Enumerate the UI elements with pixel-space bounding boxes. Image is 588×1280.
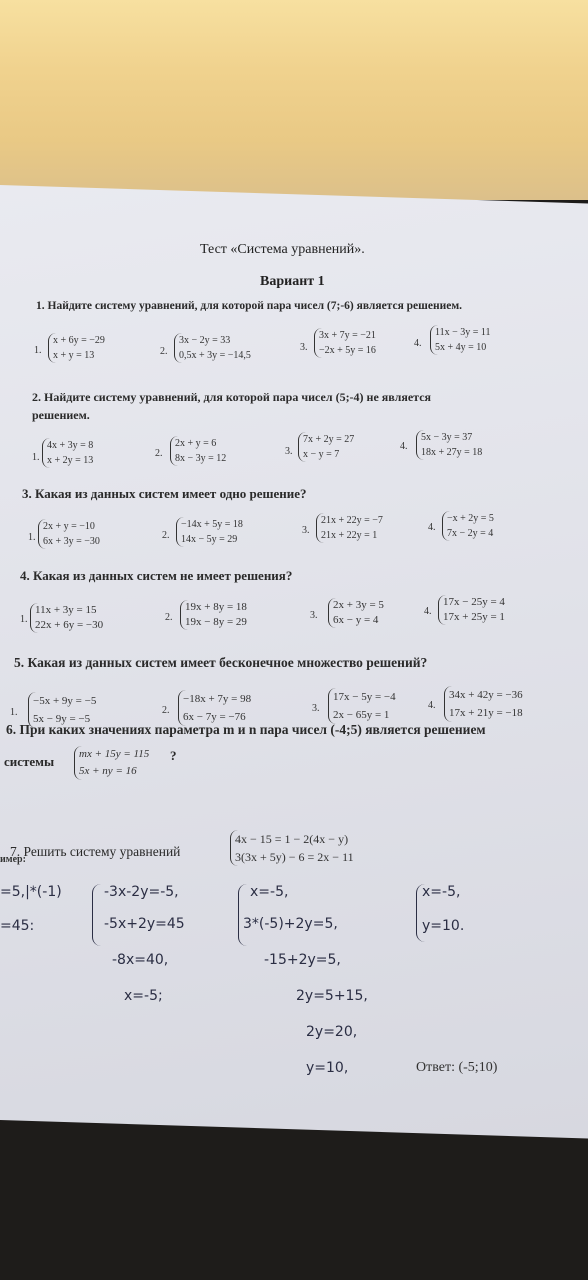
hw-system-3-eq2: y=10. <box>422 918 465 934</box>
q4-option-2-system: 19x + 8y = 18 19x − 8y = 29 <box>180 600 247 630</box>
q3-option-2-system: −14x + 5y = 18 14x − 5y = 29 <box>176 517 243 547</box>
question-4: 4. Какая из данных систем не имеет решения? <box>20 568 293 583</box>
question-1: 1. Найдите систему уравнений, для которой пара чисел (7;-6) является решением. <box>36 300 463 312</box>
q4-option-3-system: 2x + 3y = 5 6x − y = 4 <box>328 598 384 628</box>
q3-option-4-num: 4. <box>428 522 436 533</box>
hw-step-3: -15+2y=5, <box>264 952 341 968</box>
q5-option-4-num: 4. <box>428 700 436 711</box>
q7-system: 4x − 15 = 1 − 2(4x − y) 3(3x + 5y) − 6 = 2x − 11 <box>230 830 354 866</box>
q2-option-1-system: 4x + 3y = 8 x + 2y = 13 <box>42 438 93 468</box>
variant-label: Вариант 1 <box>260 274 325 289</box>
q5-option-2-num: 2. <box>162 705 170 716</box>
q2-option-4-num: 4. <box>400 441 408 452</box>
question-3: 3. Какая из данных систем имеет одно решение? <box>22 486 307 501</box>
question-6: 6. При каких значениях параметра m и n пара чисел (-4;5) является решением <box>6 722 486 737</box>
hw-step-2: x=-5; <box>124 988 163 1004</box>
q1-option-2-num: 2. <box>160 346 168 357</box>
q1-option-1-num: 1. <box>34 345 42 356</box>
q2-option-2-num: 2. <box>155 448 163 459</box>
q6-system: mx + 15y = 115 5x + ny = 16 <box>74 746 149 780</box>
hw-step-4: 2y=5+15, <box>296 988 368 1004</box>
q5-option-2-system: −18x + 7y = 98 6x − 7y = −76 <box>178 690 251 726</box>
q1-option-3-system: 3x + 7y = −21 −2x + 5y = 16 <box>314 328 376 358</box>
q4-option-3-num: 3. <box>310 610 318 621</box>
hw-system-2-eq1: x=-5, <box>250 884 289 900</box>
q1-option-2-system: 3x − 2y = 33 0,5x + 3y = −14,5 <box>174 333 251 363</box>
hw-answer: Ответ: (-5;10) <box>416 1060 498 1075</box>
q5-option-3-system: 17x − 5y = −4 2x − 65y = 1 <box>328 688 396 724</box>
hw-brace-2 <box>238 884 247 946</box>
question-6-system-label: системы <box>4 754 55 769</box>
hw-left-line-2: =45: <box>0 918 35 934</box>
q3-option-3-system: 21x + 22y = −7 21x + 22y = 1 <box>316 513 383 543</box>
hw-system-1-eq2: -5x+2y=45 <box>104 916 185 932</box>
q3-option-1-system: 2x + y = −10 6x + 3y = −30 <box>38 519 100 549</box>
q1-option-1-system: x + 6y = −29 x + y = 13 <box>48 333 105 363</box>
q1-option-3-num: 3. <box>300 342 308 353</box>
q4-option-4-num: 4. <box>424 606 432 617</box>
hw-step-1: -8x=40, <box>112 952 169 968</box>
q1-option-4-num: 4. <box>414 338 422 349</box>
q2-option-4-system: 5x − 3y = 37 18x + 27y = 18 <box>416 430 482 460</box>
hw-system-3-eq1: x=-5, <box>422 884 461 900</box>
question-2-line-1: 2. Найдите систему уравнений, для которой пара чисел (5;-4) не является <box>32 390 432 404</box>
hw-system-2-eq2: 3*(-5)+2y=5, <box>243 916 338 932</box>
q6-question-mark: ? <box>170 748 177 763</box>
q2-option-3-num: 3. <box>285 446 293 457</box>
hw-step-5: 2y=20, <box>306 1024 358 1040</box>
q5-option-3-num: 3. <box>312 703 320 714</box>
q1-option-4-system: 11x − 3y = 11 5x + 4y = 10 <box>430 325 491 355</box>
q3-option-4-system: −x + 2y = 5 7x − 2y = 4 <box>442 511 494 541</box>
question-5: 5. Какая из данных систем имеет бесконечное множество решений? <box>14 655 428 670</box>
q7-overlap-text: имер: <box>0 854 26 865</box>
q4-option-2-num: 2. <box>165 612 173 623</box>
hw-left-line-1: =5,|*(-1) <box>0 884 62 900</box>
q4-option-1-system: 11x + 3y = 15 22x + 6y = −30 <box>30 603 103 633</box>
question-2-line-2: решением. <box>32 408 90 422</box>
q2-option-2-system: 2x + y = 6 8x − 3y = 12 <box>170 436 226 466</box>
test-title: Тест «Система уравнений». <box>200 242 365 257</box>
hw-system-1-eq1: -3x-2y=-5, <box>104 884 179 900</box>
q3-option-3-num: 3. <box>302 525 310 536</box>
q4-option-4-system: 17x − 25y = 4 17x + 25y = 1 <box>438 595 505 625</box>
q5-option-1-system: −5x + 9y = −5 5x − 9y = −5 <box>28 692 96 728</box>
q4-option-1-num: 1. <box>20 614 28 625</box>
q2-option-3-system: 7x + 2y = 27 x − y = 7 <box>298 432 354 462</box>
q3-option-1-num: 1. <box>28 532 36 543</box>
hw-brace-1 <box>92 884 101 946</box>
q5-option-4-system: 34x + 42y = −36 17x + 21y = −18 <box>444 686 523 722</box>
hw-step-6: y=10, <box>306 1060 349 1076</box>
q5-option-1-num: 1. <box>10 707 18 718</box>
q3-option-2-num: 2. <box>162 530 170 541</box>
question-7: 7. Решить систему уравнений <box>10 844 181 859</box>
q2-option-1-num: 1. <box>32 452 40 463</box>
